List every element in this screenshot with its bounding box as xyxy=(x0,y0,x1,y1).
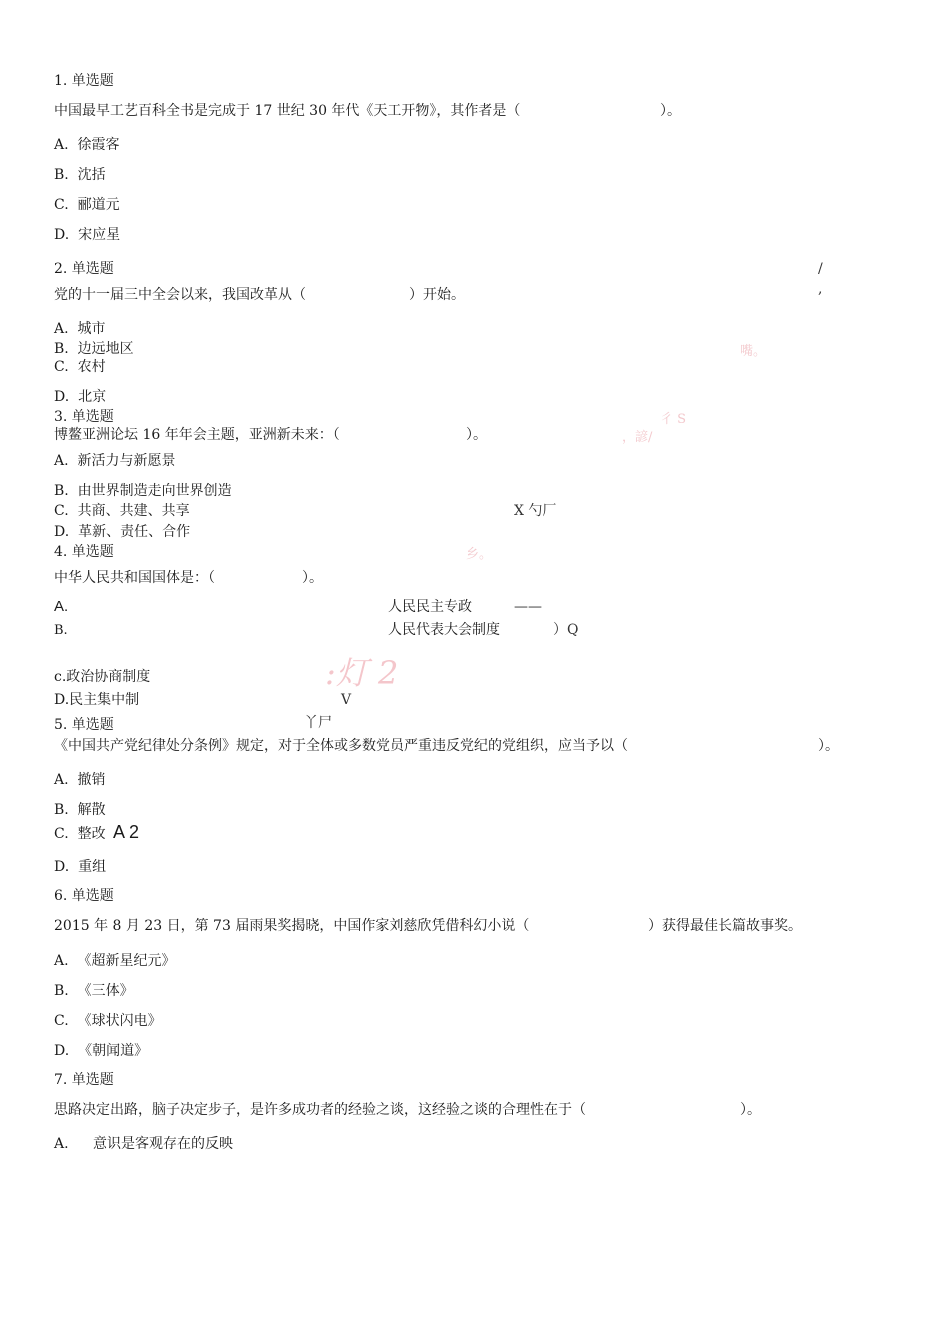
stray-x-mark: X 勺厂 xyxy=(514,503,557,519)
q3-option-d: D. 革新、责任、合作 xyxy=(54,524,191,540)
q7-header: 7. 单选题 xyxy=(54,1072,114,1088)
q1-header: 1. 单选题 xyxy=(54,73,114,89)
ghost-mark-1: 嘴。 xyxy=(740,344,767,359)
q6-header: 6. 单选题 xyxy=(54,888,114,904)
q4-option-b-key: B. xyxy=(54,623,68,638)
q6-stem: 2015 年 8 月 23 日，第 73 届雨果奖揭晓，中国作家刘慈欣凭借科幻小说（ xyxy=(54,918,530,934)
stray-paren-q: ）Q xyxy=(553,622,579,638)
q1-stem-end: ）。 xyxy=(660,103,681,119)
q3-option-c: C. 共商、共建、共享 xyxy=(54,503,190,519)
q3-option-b: B. 由世界制造走向世界创造 xyxy=(54,483,232,499)
q7-option-a-text: 意识是客观存在的反映 xyxy=(93,1136,233,1152)
q7-stem-end: ）。 xyxy=(740,1102,761,1118)
q5-option-d: D. 重组 xyxy=(54,859,107,875)
q6-option-c: C. 《球状闪电》 xyxy=(54,1013,162,1029)
stray-v-mark: V xyxy=(341,692,352,708)
q3-header: 3. 单选题 xyxy=(54,409,114,425)
q2-stem-end: ）开始。 xyxy=(409,287,465,303)
stray-ya-mark: 丫尸 xyxy=(304,715,332,731)
q5-stem-end: ）。 xyxy=(818,738,839,754)
q7-stem: 思路决定出路，脑子决定步子，是许多成功者的经验之谈，这经验之谈的合理性在于（ xyxy=(54,1102,586,1118)
q2-option-b: B. 边远地区 xyxy=(54,341,134,357)
ghost-mark-4: 乡。 xyxy=(466,547,493,562)
q5-header: 5. 单选题 xyxy=(54,717,114,733)
q5-option-c-extra: A 2 xyxy=(113,822,140,842)
q5-option-a: A. 撤销 xyxy=(54,772,106,788)
q1-option-d: D. 宋应星 xyxy=(54,227,121,243)
q5-option-c: C. 整改 xyxy=(54,826,106,842)
q3-stem: 博鳌亚洲论坛 16 年年会主题，亚洲新未来：（ xyxy=(54,427,340,443)
q4-option-c: c.政治协商制度 xyxy=(54,669,151,685)
q3-stem-end: ）。 xyxy=(466,427,487,443)
q4-option-b-text: 人民代表大会制度 xyxy=(388,622,500,638)
q2-header: 2. 单选题 xyxy=(54,261,114,277)
q2-option-d: D. 北京 xyxy=(54,389,107,405)
q4-option-d: D.民主集中制 xyxy=(54,692,140,708)
q2-option-a: A. 城市 xyxy=(54,321,106,337)
stray-slash: / xyxy=(818,261,823,277)
ghost-mark-3: ，諺/ xyxy=(622,430,653,445)
q2-stem: 党的十一届三中全会以来，我国改革从（ xyxy=(54,287,306,303)
q6-option-b: B. 《三体》 xyxy=(54,983,134,999)
q3-option-a: A. 新活力与新愿景 xyxy=(54,453,176,469)
stray-comma: , xyxy=(818,281,823,297)
q2-option-c: C. 农村 xyxy=(54,359,106,375)
q5-option-b: B. 解散 xyxy=(54,802,106,818)
q7-option-a-key: A. xyxy=(54,1136,69,1152)
q4-header: 4. 单选题 xyxy=(54,544,114,560)
ghost-mark-2: 彳 S xyxy=(660,412,687,427)
q6-stem-end: ）获得最佳长篇故事奖。 xyxy=(648,918,802,934)
q6-option-a: A. 《超新星纪元》 xyxy=(54,953,176,969)
ghost-mark-5: :灯 2 xyxy=(325,654,399,692)
q5-stem: 《中国共产党纪律处分条例》规定，对于全体或多数党员严重违反党纪的党组织，应当予以（ xyxy=(54,738,628,754)
q6-option-d: D. 《朝闻道》 xyxy=(54,1043,149,1059)
q1-option-c: C. 郦道元 xyxy=(54,197,120,213)
q1-option-b: B. 沈括 xyxy=(54,167,106,183)
stray-dash: —— xyxy=(514,599,542,615)
q4-option-a-key: A. xyxy=(54,598,69,615)
q4-stem: 中华人民共和国国体是：（ xyxy=(54,570,215,586)
q4-option-a-text: 人民民主专政 xyxy=(388,599,472,615)
q1-stem: 中国最早工艺百科全书是完成于 17 世纪 30 年代《天工开物》，其作者是（ xyxy=(54,103,521,119)
q1-option-a: A. 徐霞客 xyxy=(54,137,120,153)
q4-stem-end: ）。 xyxy=(302,570,323,586)
